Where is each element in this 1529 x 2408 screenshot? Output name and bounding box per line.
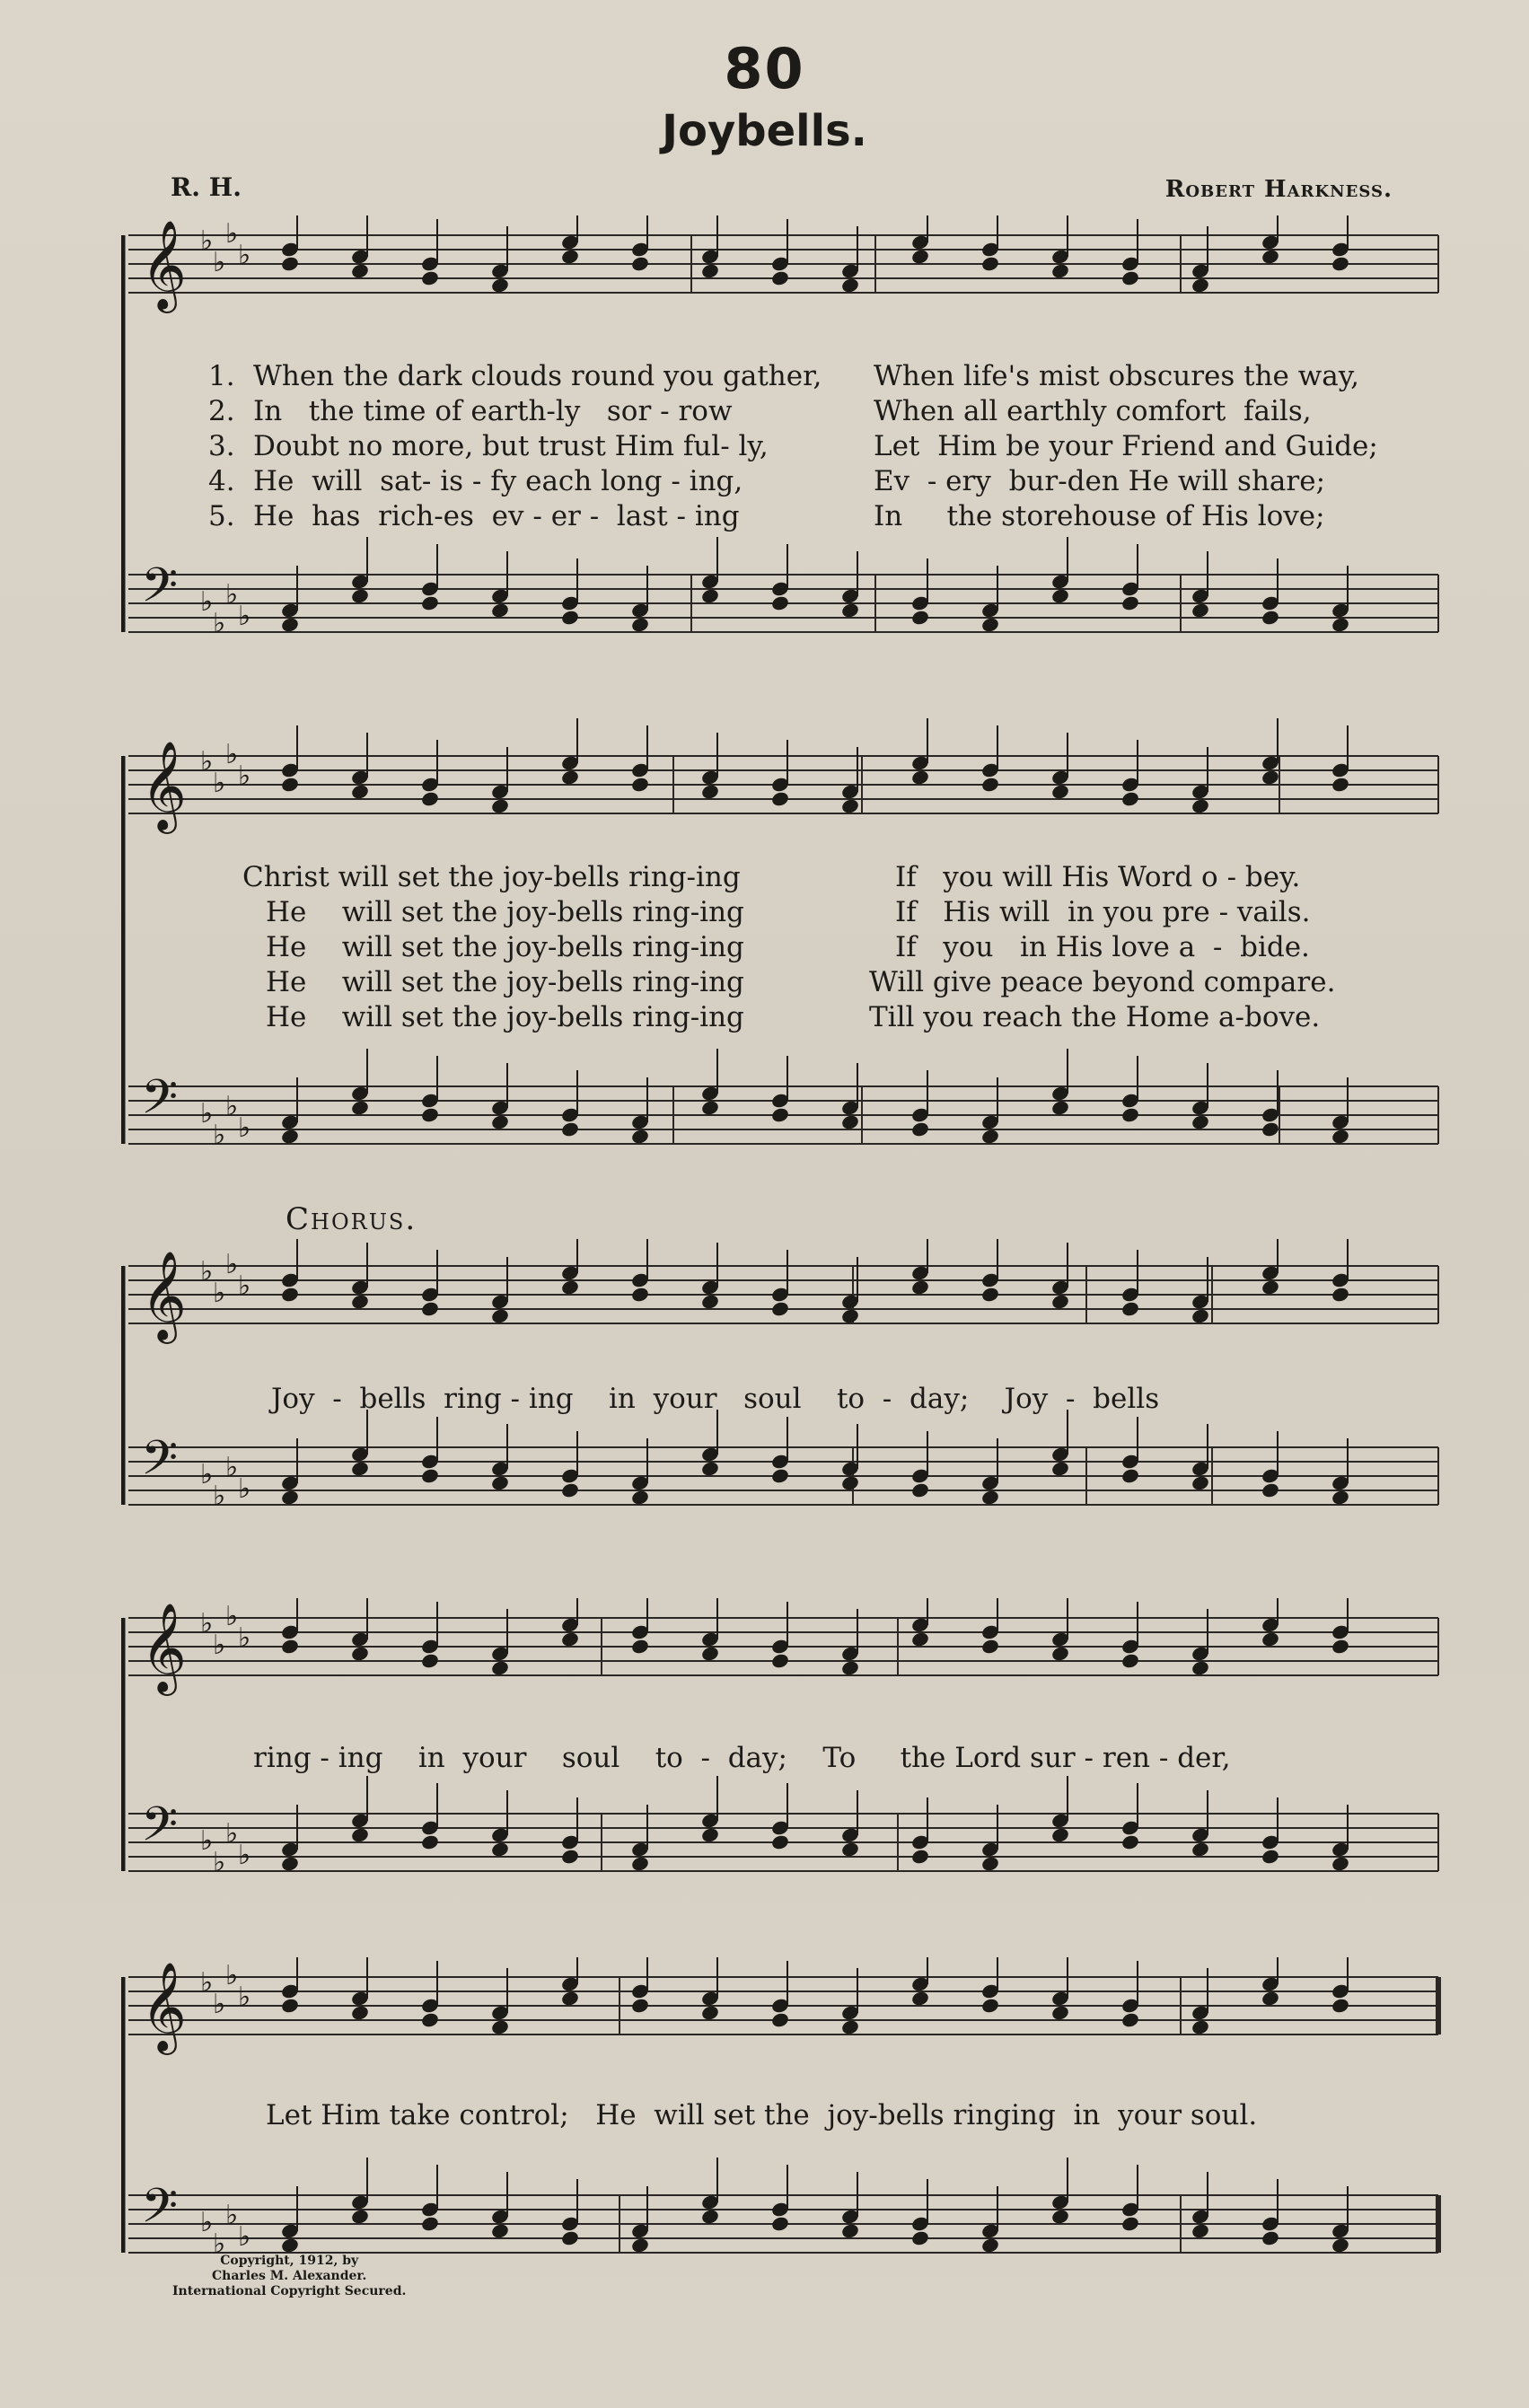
flat-icon: ♭ — [238, 601, 251, 632]
copyright-line: International Copyright Secured. — [172, 2284, 407, 2298]
note-head — [630, 255, 650, 272]
note-head — [770, 1106, 790, 1123]
note-head — [700, 262, 720, 279]
note-head — [420, 1106, 440, 1123]
note-head — [420, 269, 440, 286]
note-head — [700, 1826, 720, 1843]
note-head — [1120, 1833, 1140, 1850]
note-head — [1261, 1481, 1280, 1498]
flat-icon: ♭ — [238, 1622, 251, 1654]
note-head — [1191, 1659, 1210, 1676]
note-head — [1261, 609, 1280, 626]
flat-icon: ♭ — [225, 1249, 239, 1280]
flat-icon: ♭ — [238, 1473, 251, 1505]
note-head — [700, 1293, 720, 1310]
note-head — [1050, 2208, 1070, 2225]
note-head — [1191, 1474, 1210, 1491]
note-head — [1331, 1489, 1350, 1506]
copyright-line: Charles M. Alexander. — [212, 2269, 367, 2283]
note-head — [910, 1481, 930, 1498]
note-head — [1331, 1638, 1350, 1655]
note-head — [1191, 277, 1210, 294]
note-head — [1050, 1460, 1070, 1477]
verse-number: 5. — [208, 500, 235, 532]
bass-clef-icon: 𝄢 — [141, 1070, 179, 1137]
verse-3-part2b — [895, 930, 1310, 965]
flat-icon: ♭ — [213, 1630, 226, 1661]
note-head — [700, 1645, 720, 1662]
verse-text-a: Christ will set the joy-bells ring-ing — [242, 861, 741, 893]
verse-5-part1 — [208, 499, 740, 534]
note-head — [1191, 1113, 1210, 1130]
note-head — [350, 587, 370, 604]
note-head — [350, 1826, 370, 1843]
flat-icon: ♭ — [213, 247, 226, 278]
treble-clef-icon: 𝄞 — [141, 1251, 187, 1340]
verse-text-a: He has rich-es ev - er - last - ing — [253, 500, 740, 532]
note-head — [1050, 1099, 1070, 1116]
flat-icon: ♭ — [238, 760, 251, 792]
note-head — [350, 262, 370, 279]
note-head — [1120, 269, 1140, 286]
verse-5-part1b — [874, 499, 1325, 534]
flat-icon: ♭ — [238, 1982, 251, 2013]
note-head — [700, 783, 720, 800]
note-head — [980, 2237, 1000, 2254]
note-head — [490, 2222, 510, 2239]
verse-number: 2. — [208, 395, 235, 427]
note-head — [1261, 1848, 1280, 1865]
verse-text-b: When all earthly comfort fails, — [874, 395, 1312, 427]
note-head — [770, 1300, 790, 1317]
note-head — [840, 2222, 860, 2239]
note-head — [280, 1286, 300, 1303]
note-head — [840, 1307, 860, 1324]
note-head — [770, 1652, 790, 1669]
note-head — [770, 594, 790, 611]
verse-3-part1b — [874, 429, 1378, 464]
note-head — [280, 616, 300, 633]
note-head — [700, 2004, 720, 2021]
chorus-line-1: Joy - bells ring - ing in your soul to - day; Joy - bells — [271, 1383, 1160, 1415]
note-head — [910, 1121, 930, 1138]
note-head — [490, 2018, 510, 2035]
verse-text-b: If His will in you pre - vails. — [895, 896, 1311, 928]
note-head — [910, 1279, 930, 1296]
note-head — [420, 594, 440, 611]
verse-text-a: In the time of earth-ly sor - row — [253, 395, 733, 427]
note-head — [560, 248, 580, 265]
note-head — [910, 248, 930, 265]
flat-icon: ♭ — [225, 2200, 239, 2231]
note-head — [1261, 769, 1280, 786]
note-head — [560, 1481, 580, 1498]
chorus-line-3: Let Him take control; He will set the joy-bells ringing in your soul. — [266, 2099, 1258, 2131]
note-head — [840, 277, 860, 294]
verse-text-b: When life's mist obscures the way, — [874, 360, 1360, 392]
flat-icon: ♭ — [200, 1256, 214, 1287]
flat-icon: ♭ — [238, 240, 251, 271]
note-head — [560, 2229, 580, 2246]
flat-icon: ♭ — [213, 1481, 226, 1512]
note-head — [490, 602, 510, 619]
note-head — [980, 1128, 1000, 1145]
note-head — [630, 1997, 650, 2014]
note-head — [280, 1489, 300, 1506]
note-head — [770, 2011, 790, 2028]
note-head — [280, 255, 300, 272]
note-head — [1261, 1121, 1280, 1138]
note-head — [1261, 248, 1280, 265]
note-head — [1050, 1293, 1070, 1310]
verse-2-part1b — [874, 394, 1312, 429]
treble-clef-icon: 𝄞 — [141, 741, 187, 830]
note-head — [350, 1293, 370, 1310]
note-head — [770, 790, 790, 807]
note-head — [1331, 1286, 1350, 1303]
hymn-title: Joybells. — [662, 106, 867, 156]
flat-icon: ♭ — [238, 1112, 251, 1144]
verse-number: 3. — [208, 430, 235, 462]
note-head — [280, 1638, 300, 1655]
note-head — [1261, 1630, 1280, 1648]
note-head — [980, 1638, 1000, 1655]
verse-text-b: If you in His love a - bide. — [895, 931, 1310, 963]
composer-name: Robert Harkness. — [1164, 176, 1393, 203]
treble-clef-icon: 𝄞 — [141, 1603, 187, 1692]
lyricist-initials: R. H. — [171, 172, 242, 202]
note-head — [490, 1113, 510, 1130]
note-head — [490, 797, 510, 814]
note-head — [1331, 616, 1350, 633]
note-head — [630, 776, 650, 793]
note-head — [910, 609, 930, 626]
verse-5-part2 — [266, 1000, 744, 1035]
note-head — [350, 2004, 370, 2021]
note-head — [560, 1630, 580, 1648]
verse-2-part1 — [208, 394, 732, 429]
chorus-line-2: ring - ing in your soul to - day; To the Lord sur - ren - der, — [253, 1742, 1231, 1774]
verse-4-part2 — [266, 965, 744, 1000]
note-head — [1331, 1997, 1350, 2014]
note-head — [630, 1128, 650, 1145]
note-head — [770, 1833, 790, 1850]
flat-icon: ♭ — [225, 739, 239, 770]
verse-text-b: Ev - ery bur-den He will share; — [874, 465, 1326, 497]
note-head — [490, 277, 510, 294]
verse-number: 1. — [208, 360, 235, 392]
note-head — [1120, 2011, 1140, 2028]
copyright-notice — [172, 2254, 406, 2299]
flat-icon: ♭ — [200, 746, 214, 778]
note-head — [840, 602, 860, 619]
note-head — [420, 2011, 440, 2028]
note-head — [840, 1659, 860, 1676]
flat-icon: ♭ — [213, 1847, 226, 1878]
note-head — [490, 1659, 510, 1676]
verse-text-a: Doubt no more, but trust Him ful- ly, — [253, 430, 769, 462]
note-head — [560, 1279, 580, 1296]
note-head — [1331, 1855, 1350, 1872]
verse-text-b: If you will His Word o - bey. — [895, 861, 1301, 893]
note-head — [420, 790, 440, 807]
flat-icon: ♭ — [200, 1459, 214, 1490]
flat-icon: ♭ — [225, 579, 239, 611]
note-head — [1050, 1645, 1070, 1662]
chorus-label: Chorus. — [286, 1201, 417, 1237]
flat-icon: ♭ — [200, 2207, 214, 2238]
note-head — [980, 616, 1000, 633]
note-head — [420, 2215, 440, 2232]
note-head — [980, 255, 1000, 272]
verse-text-a: He will set the joy-bells ring-ing — [266, 931, 744, 963]
note-head — [560, 609, 580, 626]
note-head — [1120, 1106, 1140, 1123]
note-head — [1191, 602, 1210, 619]
note-head — [560, 1121, 580, 1138]
note-head — [350, 2208, 370, 2225]
note-head — [1191, 2222, 1210, 2239]
verse-4-part1b — [874, 464, 1325, 499]
note-head — [490, 1474, 510, 1491]
verse-5-part2b — [869, 1000, 1320, 1035]
note-head — [490, 1841, 510, 1858]
note-head — [350, 1645, 370, 1662]
verse-1-part1b — [874, 359, 1359, 394]
bass-clef-icon: 𝄢 — [141, 1797, 179, 1864]
note-head — [980, 776, 1000, 793]
note-head — [560, 769, 580, 786]
note-head — [840, 1113, 860, 1130]
note-head — [350, 1099, 370, 1116]
verse-number: 4. — [208, 465, 235, 497]
note-head — [910, 1990, 930, 2007]
note-head — [630, 1638, 650, 1655]
note-head — [700, 1460, 720, 1477]
note-head — [910, 1630, 930, 1648]
note-head — [280, 1128, 300, 1145]
verse-1-part2b — [895, 860, 1300, 895]
verse-4-part1 — [208, 464, 743, 499]
flat-icon: ♭ — [213, 1989, 226, 2020]
flat-icon: ♭ — [200, 586, 214, 618]
note-head — [1261, 1990, 1280, 2007]
note-head — [420, 1467, 440, 1484]
note-head — [1331, 776, 1350, 793]
note-head — [1050, 2004, 1070, 2021]
note-head — [1261, 2229, 1280, 2246]
flat-icon: ♭ — [225, 1818, 239, 1850]
note-head — [630, 2237, 650, 2254]
verse-2-part2 — [266, 895, 744, 930]
note-head — [560, 1990, 580, 2007]
note-head — [1120, 1300, 1140, 1317]
note-head — [630, 1855, 650, 1872]
note-head — [1120, 2215, 1140, 2232]
verse-3-part2 — [266, 930, 744, 965]
verse-text-b: Till you reach the Home a-bove. — [869, 1001, 1321, 1033]
flat-icon: ♭ — [200, 1967, 214, 1999]
verse-1-part1 — [208, 359, 822, 394]
note-head — [1261, 1279, 1280, 1296]
note-head — [910, 2229, 930, 2246]
note-head — [630, 1489, 650, 1506]
note-head — [1050, 262, 1070, 279]
flat-icon: ♭ — [213, 608, 226, 639]
verse-2-part2b — [895, 895, 1311, 930]
note-head — [420, 1652, 440, 1669]
note-head — [840, 2018, 860, 2035]
bass-clef-icon: 𝄢 — [141, 2179, 179, 2245]
flat-icon: ♭ — [225, 1091, 239, 1122]
note-head — [280, 1997, 300, 2014]
note-head — [630, 616, 650, 633]
verse-text-a: He will set the joy-bells ring-ing — [266, 1001, 744, 1033]
note-head — [350, 1460, 370, 1477]
note-head — [1191, 797, 1210, 814]
flat-icon: ♭ — [200, 1098, 214, 1129]
verse-text-b: Let Him be your Friend and Guide; — [874, 430, 1378, 462]
note-head — [1120, 1652, 1140, 1669]
note-head — [980, 1855, 1000, 1872]
bass-clef-icon: 𝄢 — [141, 558, 179, 625]
flat-icon: ♭ — [225, 1601, 239, 1632]
note-head — [350, 783, 370, 800]
verse-3-part1 — [208, 429, 769, 464]
flat-icon: ♭ — [213, 768, 226, 799]
note-head — [910, 769, 930, 786]
bass-clef-icon: 𝄢 — [141, 1431, 179, 1498]
verse-text-a: When the dark clouds round you gather, — [253, 360, 822, 392]
note-head — [770, 269, 790, 286]
verse-text-b: In the storehouse of His love; — [874, 500, 1325, 532]
note-head — [1050, 783, 1070, 800]
copyright-line: Copyright, 1912, by — [220, 2254, 359, 2268]
flat-icon: ♭ — [238, 2221, 251, 2253]
flat-icon: ♭ — [200, 1825, 214, 1857]
flat-icon: ♭ — [200, 1608, 214, 1639]
verse-1-part2 — [242, 860, 741, 895]
treble-clef-icon: 𝄞 — [141, 1962, 187, 2052]
flat-icon: ♭ — [213, 2228, 226, 2260]
verse-4-part2b — [869, 965, 1335, 1000]
note-head — [1331, 1128, 1350, 1145]
note-head — [630, 1286, 650, 1303]
note-head — [560, 1848, 580, 1865]
hymn-number: 80 — [724, 36, 805, 101]
verse-text-a: He will set the joy-bells ring-ing — [266, 896, 744, 928]
verse-text-a: He will sat- is - fy each long - ing, — [253, 465, 743, 497]
note-head — [1050, 587, 1070, 604]
note-head — [1050, 1826, 1070, 1843]
note-head — [1191, 2018, 1210, 2035]
note-head — [1120, 1467, 1140, 1484]
flat-icon: ♭ — [238, 1840, 251, 1871]
note-head — [980, 1286, 1000, 1303]
flat-icon: ♭ — [225, 1960, 239, 1991]
note-head — [700, 2208, 720, 2225]
note-head — [840, 1474, 860, 1491]
note-head — [910, 1848, 930, 1865]
note-head — [1120, 790, 1140, 807]
note-head — [1331, 255, 1350, 272]
treble-clef-icon: 𝄞 — [141, 220, 187, 310]
note-head — [1120, 594, 1140, 611]
note-head — [980, 1997, 1000, 2014]
note-head — [700, 1099, 720, 1116]
flat-icon: ♭ — [238, 1270, 251, 1302]
note-head — [490, 1307, 510, 1324]
note-head — [840, 797, 860, 814]
note-head — [840, 1841, 860, 1858]
note-head — [700, 587, 720, 604]
note-head — [1331, 2237, 1350, 2254]
note-head — [770, 1467, 790, 1484]
verse-text-b: Will give peace beyond compare. — [869, 966, 1336, 998]
note-head — [280, 776, 300, 793]
note-head — [1191, 1841, 1210, 1858]
flat-icon: ♭ — [225, 218, 239, 250]
note-head — [1191, 1307, 1210, 1324]
verse-text-a: He will set the joy-bells ring-ing — [266, 966, 744, 998]
note-head — [420, 1833, 440, 1850]
flat-icon: ♭ — [213, 1120, 226, 1151]
flat-icon: ♭ — [225, 1452, 239, 1483]
note-head — [770, 2215, 790, 2232]
note-head — [280, 1855, 300, 1872]
flat-icon: ♭ — [213, 1278, 226, 1309]
note-head — [280, 2237, 300, 2254]
flat-icon: ♭ — [200, 225, 214, 257]
note-head — [420, 1300, 440, 1317]
note-head — [980, 1489, 1000, 1506]
